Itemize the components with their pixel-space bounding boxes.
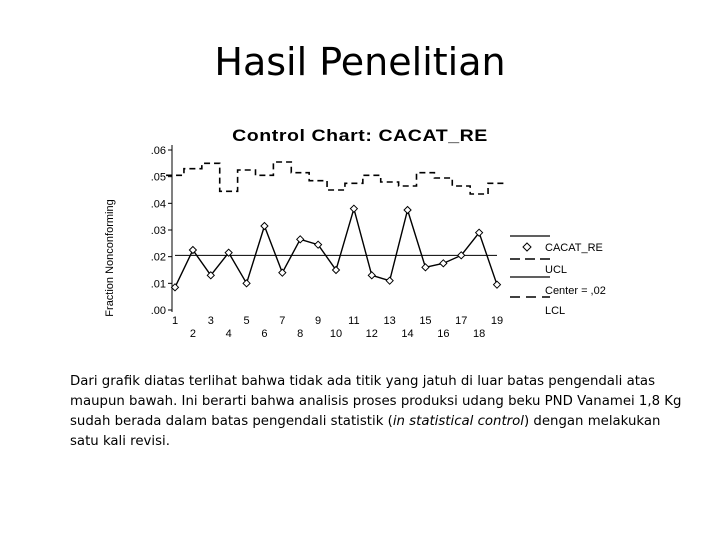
legend-label: LCL <box>545 305 566 317</box>
x-tick-label: 11 <box>348 315 360 327</box>
conclusion-paragraph <box>70 372 685 452</box>
data-point-marker <box>386 277 393 284</box>
x-tick-label: 17 <box>455 315 468 327</box>
y-tick-label: .02 <box>150 251 166 264</box>
data-point-marker <box>422 264 429 271</box>
series-line-cacat-re <box>175 209 497 288</box>
data-point-marker <box>440 260 447 267</box>
data-point-marker <box>243 280 250 287</box>
y-tick-label: .06 <box>150 145 166 157</box>
conclusion-text-italic: in statistical control <box>392 414 524 429</box>
x-tick-label: 7 <box>279 315 286 327</box>
x-tick-label: 3 <box>207 315 214 327</box>
ucl-step-line <box>166 162 506 194</box>
legend-marker-cacat-re <box>523 243 531 251</box>
chart-title: Control Chart: CACAT_RE <box>232 125 488 145</box>
x-tick-label: 1 <box>171 315 179 327</box>
data-point-marker <box>368 272 375 279</box>
x-tick-label: 15 <box>419 315 432 327</box>
y-tick-label: .03 <box>150 225 166 237</box>
legend-label: Center = ,02 <box>545 285 606 297</box>
data-point-marker <box>297 236 304 243</box>
x-tick-label: 9 <box>315 315 322 327</box>
x-tick-label: 5 <box>243 315 250 327</box>
x-tick-label: 12 <box>365 328 378 340</box>
y-tick-label: .04 <box>150 198 166 211</box>
y-tick-label: .05 <box>150 171 166 184</box>
y-tick-label: .01 <box>150 278 166 291</box>
x-tick-label: 16 <box>437 328 450 340</box>
data-point-marker <box>261 223 268 230</box>
conclusion-text-part2: ) dengan melakukan satu kali revisi. <box>70 414 661 449</box>
conclusion-text-part1: Dari grafik diatas terlihat bahwa tidak ada titik yang jatuh di luar batas pengendali atas maupun bawah. Ini berarti bahwa analisis proses produksi udang beku PND Vanamei 1,8 Kg sudah berada dalam batas pengendali statistik ( <box>70 374 682 429</box>
data-point-marker <box>404 207 411 214</box>
chart-legend <box>510 236 606 317</box>
data-point-marker <box>172 284 179 291</box>
y-axis-ticks <box>151 145 172 317</box>
x-tick-label: 10 <box>329 328 343 340</box>
x-tick-label: 13 <box>383 315 396 327</box>
x-tick-label: 19 <box>490 315 504 327</box>
x-tick-label: 4 <box>225 328 232 340</box>
data-point-marker <box>350 205 357 212</box>
data-point-marker <box>279 269 286 276</box>
x-tick-label: 18 <box>472 328 486 340</box>
x-tick-label: 6 <box>261 328 268 340</box>
x-tick-label: 14 <box>401 328 414 340</box>
x-axis-ticks <box>172 315 503 340</box>
y-axis-label: Fraction Nonconforming <box>104 199 116 317</box>
slide-title: Hasil Penelitian <box>214 40 506 84</box>
y-tick-label: .00 <box>150 305 166 317</box>
plot-area <box>166 162 506 291</box>
x-tick-label: 2 <box>189 328 196 340</box>
data-point-marker <box>494 281 501 288</box>
legend-label: CACAT_RE <box>545 242 603 254</box>
x-tick-label: 8 <box>297 328 304 340</box>
legend-label: UCL <box>545 264 568 276</box>
